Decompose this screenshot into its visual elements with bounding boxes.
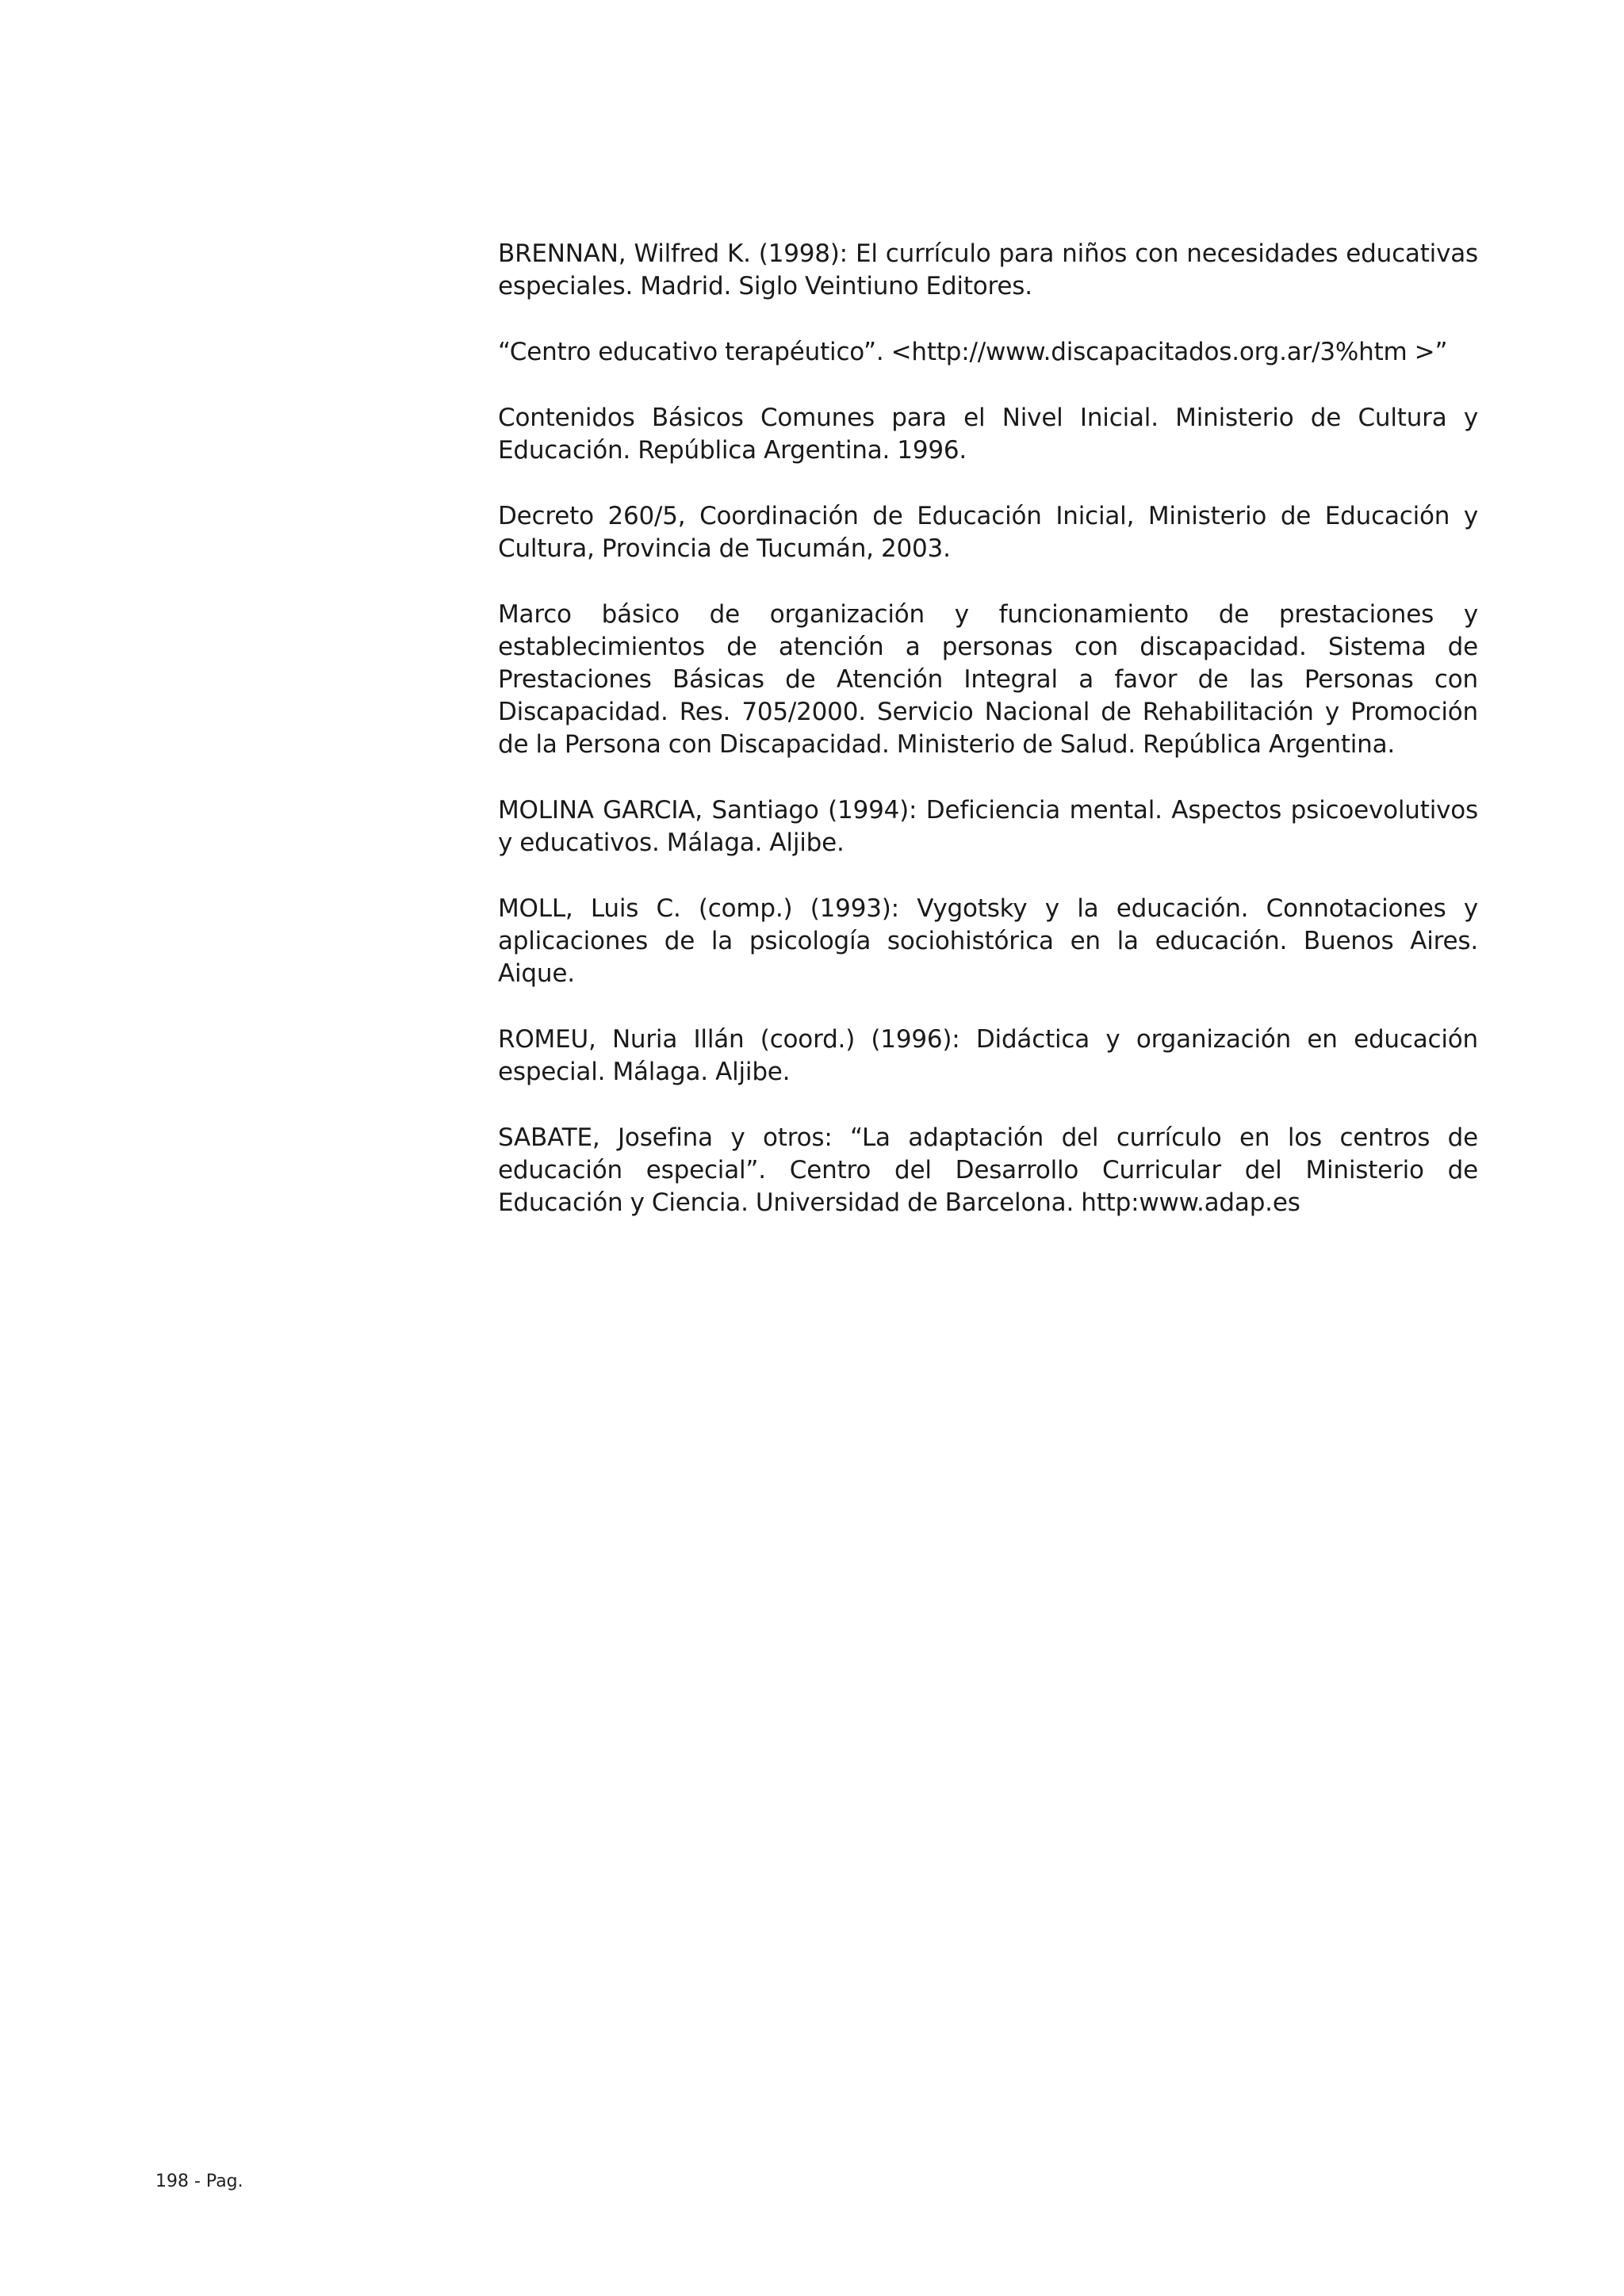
- reference-entry: Decreto 260/5, Coordinación de Educación Inicial, Ministerio de Educación y Cultura, Provincia de Tucumán, 2003.: [498, 502, 1478, 563]
- reference-entry: MOLL, Luis C. (comp.) (1993): Vygotsky y la educación. Connotaciones y aplicaciones de la psicología sociohistórica en la educación. Buenos Aires. Aique.: [498, 894, 1478, 988]
- reference-entry: MOLINA GARCIA, Santiago (1994): Deficiencia mental. Aspectos psicoevolutivos y educativos. Málaga. Aljibe.: [498, 796, 1478, 857]
- reference-entry: BRENNAN, Wilfred K. (1998): El currículo para niños con necesidades educativas especiales. Madrid. Siglo Veintiuno Editores.: [498, 239, 1478, 300]
- reference-entry: Contenidos Básicos Comunes para el Nivel Inicial. Ministerio de Cultura y Educación. República Argentina. 1996.: [498, 404, 1478, 465]
- reference-entry: Marco básico de organización y funcionamiento de prestaciones y establecimientos de atención a personas con discapacidad. Sistema de Prestaciones Básicas de Atención Integral a favor de las Personas con Discapacidad. Res. 705/2000. Servicio Nacional de Rehabilitación y Promoción de la Persona con Discapacidad. Ministerio de Salud. República Argentina.: [498, 600, 1478, 759]
- page-number: 198 - Pag.: [155, 2172, 243, 2191]
- reference-entry: ROMEU, Nuria Illán (coord.) (1996): Didáctica y organización en educación especial. Málaga. Aljibe.: [498, 1025, 1478, 1086]
- reference-entry: “Centro educativo terapéutico”. <http://www.discapacitados.org.ar/3%htm >”: [498, 338, 1448, 366]
- reference-list: [498, 238, 1478, 1253]
- reference-entry: SABATE, Josefina y otros: “La adaptación del currículo en los centros de educación especial”. Centro del Desarrollo Curricular del Ministerio de Educación y Ciencia. Universidad de Barcelona. http:www.adap.es: [498, 1123, 1478, 1217]
